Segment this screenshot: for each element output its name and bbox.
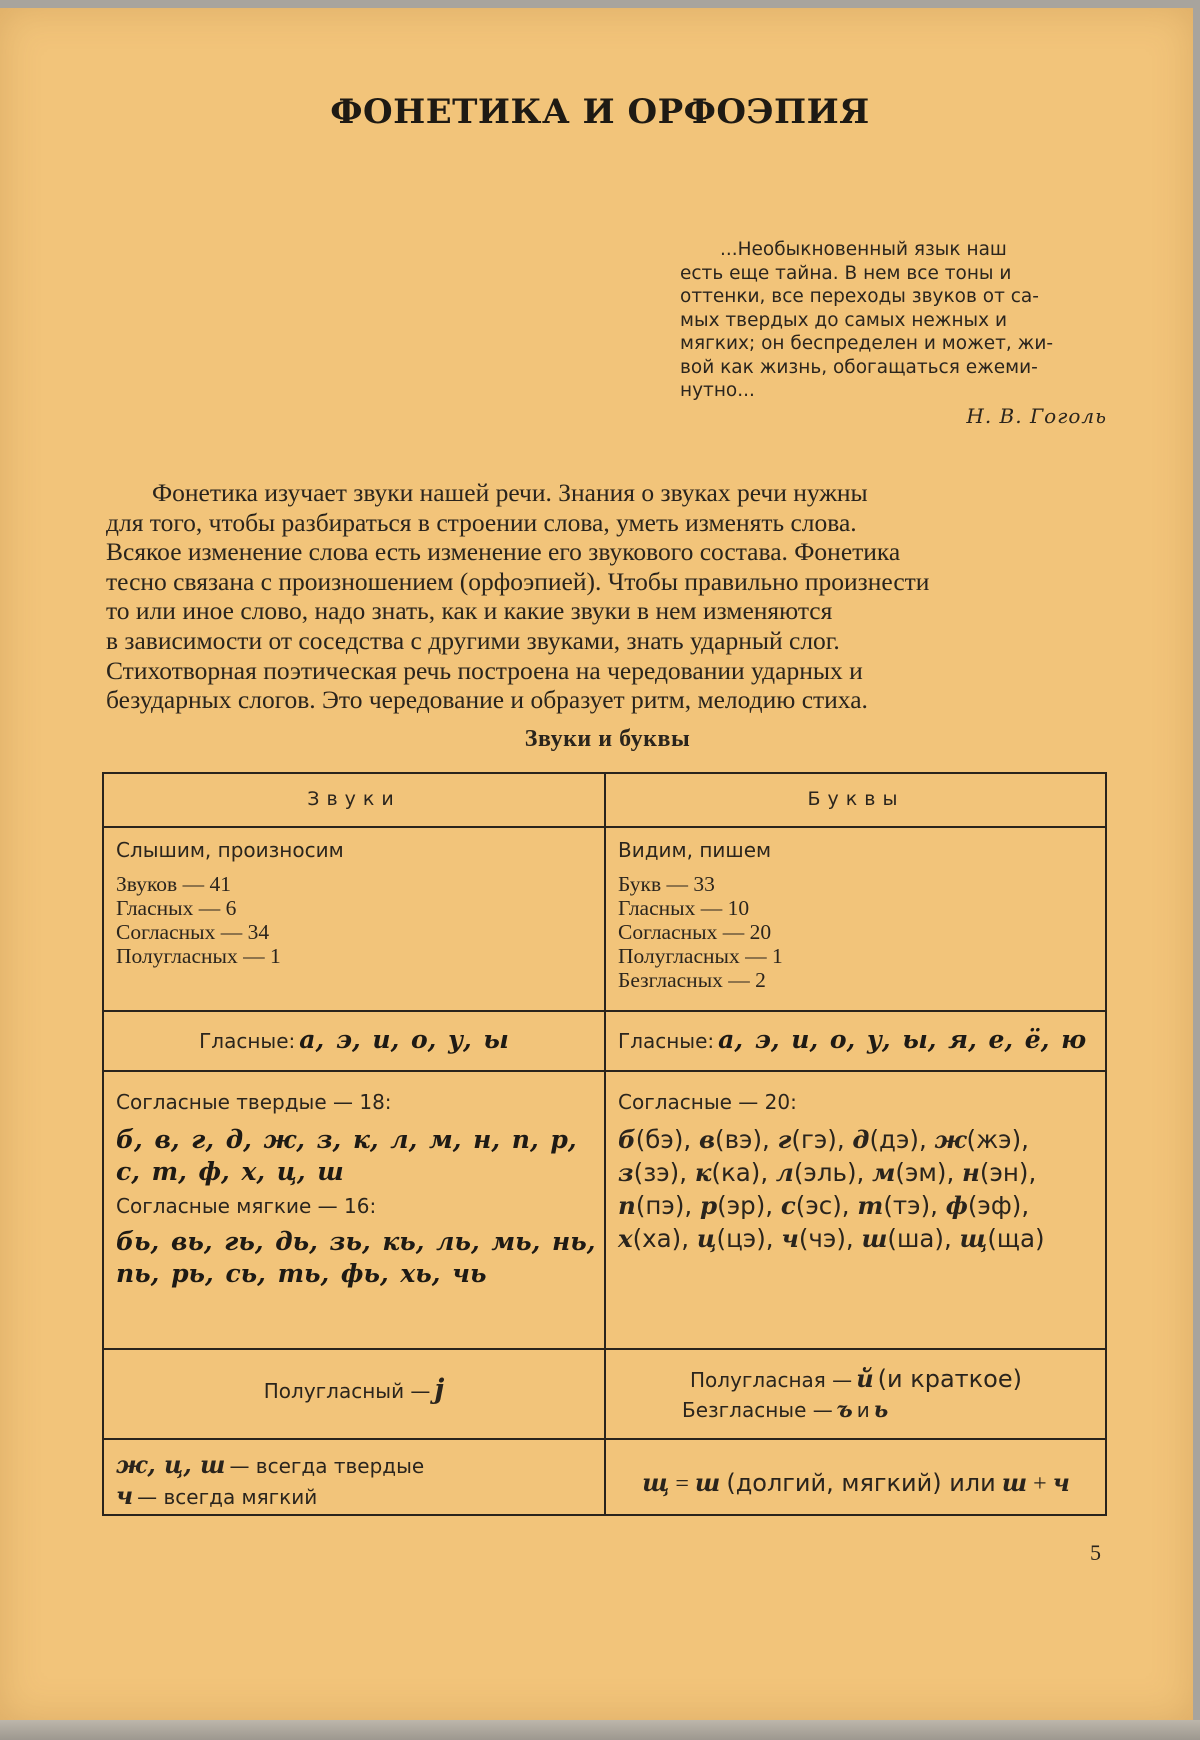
shch-letter: щ bbox=[642, 1468, 670, 1497]
consonant-letter: ч bbox=[781, 1224, 799, 1253]
always-hard-text: — всегда твердые bbox=[229, 1454, 425, 1478]
column-header-letters: Буквы bbox=[807, 788, 905, 810]
consonant-letter: к bbox=[694, 1158, 712, 1187]
consonant-letter-name: (чэ), bbox=[798, 1224, 862, 1253]
consonant-letter-name: (тэ), bbox=[883, 1191, 946, 1220]
vowel-sounds-cell bbox=[104, 1024, 604, 1056]
sounds-counts bbox=[116, 872, 596, 968]
consonant-letter-name: (жэ), bbox=[966, 1125, 1029, 1154]
semivowel-sound-cell bbox=[104, 1374, 604, 1405]
hard-consonants bbox=[116, 1124, 596, 1188]
always-soft-line bbox=[116, 1481, 596, 1510]
mute-label: Безгласные — bbox=[682, 1398, 833, 1422]
hard-consonants-label: Согласные твердые — 18: bbox=[116, 1090, 392, 1114]
intro-line: в зависимости от соседства с другими звуками, знать ударный слог. bbox=[106, 625, 840, 655]
consonant-letter-name: (пэ), bbox=[635, 1191, 700, 1220]
intro-line: Всякое изменение слова есть изменение его звукового состава. Фонетика bbox=[106, 537, 901, 567]
hard-sign: ъ bbox=[836, 1397, 853, 1423]
vowels-label: Гласные: bbox=[618, 1029, 715, 1053]
letters-subheading: Видим, пишем bbox=[618, 838, 772, 862]
consonant-letter: т bbox=[857, 1191, 884, 1220]
semivowel-sound-label: Полугласный — bbox=[263, 1379, 431, 1403]
page-title: ФОНЕТИКА И ОРФОЭПИЯ bbox=[330, 92, 870, 132]
consonant-letter: ф bbox=[945, 1191, 968, 1220]
always-hard-line bbox=[116, 1450, 596, 1479]
consonant-letter: л bbox=[775, 1158, 794, 1187]
epigraph-line: вой как жизнь, обогащаться ежеми- bbox=[680, 356, 1038, 378]
vowels-label: Гласные: bbox=[199, 1029, 296, 1053]
consonant-letter-name: (гэ), bbox=[791, 1125, 853, 1154]
consonant-letter: б bbox=[618, 1125, 636, 1154]
consonant-letters-line bbox=[618, 1223, 1096, 1256]
shch-note: (долгий, мягкий) или bbox=[726, 1469, 996, 1497]
consonant-letter-name: (эр), bbox=[717, 1191, 781, 1220]
consonant-letter: д bbox=[852, 1125, 870, 1154]
consonant-letter-name: (бэ), bbox=[635, 1125, 699, 1154]
sounds-subheading: Слышим, произносим bbox=[116, 838, 344, 862]
count-line: Гласных — 10 bbox=[618, 896, 750, 920]
consonant-letter: ц bbox=[696, 1224, 717, 1253]
count-line: Согласных — 20 bbox=[618, 920, 772, 944]
semivowel-letter: й bbox=[856, 1364, 874, 1393]
epigraph-line: есть еще тайна. В нем все тоны и bbox=[680, 262, 1012, 284]
intro-line: для того, чтобы разбираться в строении слова, уметь изменять слова. bbox=[106, 507, 857, 537]
consonant-letter: р bbox=[700, 1191, 718, 1220]
semivowel-sound: j bbox=[434, 1374, 445, 1405]
epigraph bbox=[680, 238, 1110, 403]
consonant-letter-name: (зэ), bbox=[633, 1158, 695, 1187]
always-soft-text: — всегда мягкий bbox=[137, 1485, 318, 1509]
semivowel-letter-cell bbox=[604, 1364, 1108, 1423]
letters-counts-cell bbox=[618, 838, 1098, 992]
consonant-letter: в bbox=[698, 1125, 716, 1154]
intro-line: тесно связана с произношением (орфоэпией). Чтобы правильно произнести bbox=[106, 566, 930, 596]
consonant-letter: м bbox=[872, 1158, 896, 1187]
epigraph-line: нутно... bbox=[680, 380, 755, 401]
scan-edge bbox=[0, 1720, 1200, 1740]
soft-sign: ь bbox=[873, 1397, 889, 1423]
equals-sign: = bbox=[675, 1471, 689, 1497]
count-line: Букв — 33 bbox=[618, 872, 715, 896]
epigraph-line: оттенки, все переходы звуков от са- bbox=[680, 286, 1039, 307]
count-line: Гласных — 6 bbox=[116, 896, 237, 920]
intro-line: безударных слогов. Это чередование и образует ритм, мелодию стиха. bbox=[106, 685, 868, 715]
always-soft-letter: ч bbox=[116, 1481, 134, 1510]
consonant-letter: ж bbox=[934, 1125, 967, 1154]
sounds-counts-cell bbox=[116, 838, 596, 968]
count-line: Согласных — 34 bbox=[116, 920, 270, 944]
table-divider bbox=[104, 1010, 1105, 1012]
semivowel-letter-label: Полугласная — bbox=[690, 1368, 853, 1392]
plus-sign: + bbox=[1033, 1471, 1047, 1497]
page-number: 5 bbox=[1090, 1540, 1101, 1565]
consonant-letter-name: (вэ), bbox=[715, 1125, 778, 1154]
consonant-letters-cell bbox=[618, 1090, 1096, 1256]
consonant-letter-name: (эль), bbox=[793, 1158, 873, 1187]
consonant-letter: н bbox=[962, 1158, 980, 1187]
count-line: Звуков — 41 bbox=[116, 872, 231, 896]
consonant-letter: п bbox=[618, 1191, 636, 1220]
consonant-letter-name: (эф), bbox=[967, 1191, 1030, 1220]
table-divider bbox=[104, 826, 1105, 828]
letters-line: б, в, г, д, ж, з, к, л, м, н, п, р, bbox=[116, 1125, 577, 1154]
consonant-letter: х bbox=[618, 1224, 633, 1253]
sh-letter: ш bbox=[1001, 1468, 1028, 1497]
intro-line: то или иное слово, надо знать, как и какие звуки в нем изменяются bbox=[106, 596, 833, 626]
mute-conjunction: и bbox=[856, 1398, 870, 1422]
epigraph-line: мых твердых до самых нежных и bbox=[680, 309, 1008, 331]
consonant-letter-name: (ка), bbox=[711, 1158, 776, 1187]
epigraph-line: мягких; он беспределен и может, жи- bbox=[680, 333, 1054, 354]
letters-counts bbox=[618, 872, 1098, 992]
consonant-letter-name: (эм), bbox=[895, 1158, 963, 1187]
letters-line: пь, рь, сь, ть, фь, хь, чь bbox=[116, 1259, 487, 1288]
soft-consonants bbox=[116, 1226, 596, 1290]
shch-cell bbox=[604, 1468, 1108, 1498]
intro-line: Стихотворная поэтическая речь построена на чередовании ударных и bbox=[106, 655, 863, 685]
consonant-letter: ш bbox=[861, 1224, 888, 1253]
consonant-letter-name: (цэ), bbox=[716, 1224, 782, 1253]
count-line: Полугласных — 1 bbox=[116, 944, 281, 968]
column-header-sounds: Звуки bbox=[307, 788, 401, 810]
letters-line: с, т, ф, х, ц, ш bbox=[116, 1157, 344, 1186]
vowel-letters: а, э, и, о, у, ы, я, е, ё, ю bbox=[718, 1025, 1087, 1054]
vowel-letters-cell bbox=[618, 1024, 1108, 1056]
always-hard-letters: ж, ц, ш bbox=[116, 1450, 226, 1479]
consonant-letter: с bbox=[780, 1191, 796, 1220]
count-line: Полугласных — 1 bbox=[618, 944, 783, 968]
epigraph-line: ...Необыкновенный язык наш bbox=[720, 239, 1007, 260]
sh-letter: ш bbox=[694, 1468, 721, 1497]
letters-line: бь, вь, гь, дь, зь, кь, ль, мь, нь, bbox=[116, 1227, 596, 1256]
consonant-letter-name: (дэ), bbox=[869, 1125, 935, 1154]
consonant-letter-name: (ша), bbox=[887, 1224, 960, 1253]
soft-consonants-label: Согласные мягкие — 16: bbox=[116, 1194, 377, 1218]
intro-line: Фонетика изучает звуки нашей речи. Знания о звуках речи нужны bbox=[152, 478, 868, 507]
epigraph-author: Н. В. Гоголь bbox=[966, 404, 1107, 428]
consonant-letters-line bbox=[618, 1124, 1096, 1157]
vowel-sounds: а, э, и, о, у, ы bbox=[299, 1025, 509, 1054]
sounds-letters-table bbox=[102, 772, 1107, 1516]
consonant-letters-line bbox=[618, 1190, 1096, 1223]
table-heading: Звуки и буквы bbox=[524, 726, 691, 752]
intro-paragraph bbox=[106, 478, 1108, 715]
table-divider bbox=[104, 1348, 1105, 1350]
consonant-sounds-cell bbox=[116, 1090, 596, 1290]
mute-letters-line bbox=[604, 1397, 1108, 1423]
consonant-letter: з bbox=[618, 1158, 634, 1187]
consonant-letter-name: (ха), bbox=[632, 1224, 697, 1253]
semivowel-letter-line bbox=[604, 1364, 1108, 1393]
consonant-letters bbox=[618, 1124, 1096, 1256]
always-hard-soft-cell bbox=[116, 1450, 596, 1510]
consonant-letters-line bbox=[618, 1157, 1096, 1190]
table-divider bbox=[104, 1070, 1105, 1072]
consonant-letter-name: (эн), bbox=[979, 1158, 1037, 1187]
semivowel-letter-note: (и краткое) bbox=[877, 1365, 1022, 1393]
consonant-letter: г bbox=[777, 1125, 792, 1154]
consonant-letter-name: (ща) bbox=[987, 1224, 1045, 1253]
count-line: Безгласных — 2 bbox=[618, 968, 766, 992]
table-divider bbox=[104, 1438, 1105, 1440]
consonant-letters-label: Согласные — 20: bbox=[618, 1090, 797, 1114]
consonant-letter-name: (эс), bbox=[795, 1191, 858, 1220]
consonant-letter: щ bbox=[959, 1224, 988, 1253]
ch-letter: ч bbox=[1052, 1468, 1070, 1497]
